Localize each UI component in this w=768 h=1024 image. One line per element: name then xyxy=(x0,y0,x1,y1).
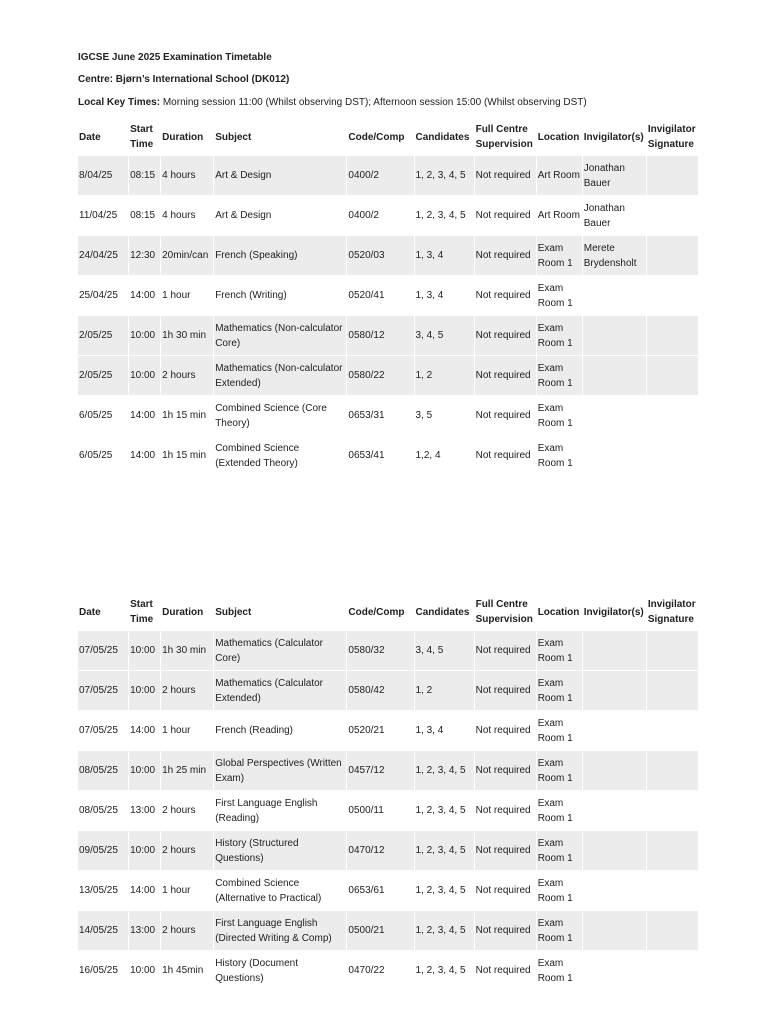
cell-signature[interactable] xyxy=(647,791,698,830)
cell-location: Exam Room 1 xyxy=(537,911,582,950)
cell-subject: French (Reading) xyxy=(215,725,294,736)
cell-location: Exam Room 1 xyxy=(537,236,582,275)
cell-duration: 1h 25 min xyxy=(161,751,213,790)
cell-date: 8/04/25 xyxy=(78,156,128,195)
cell-duration: 2 hours xyxy=(162,805,196,816)
table-row xyxy=(78,911,698,950)
cell-code: 0470/12 xyxy=(347,831,413,870)
cell-supervision: Not required xyxy=(475,911,536,950)
cell-duration: 1h 30 min xyxy=(161,316,213,355)
cell-date: 07/05/25 xyxy=(78,671,128,710)
header-supervision: Full Centre Supervision xyxy=(475,599,533,625)
cell-date: 07/05/25 xyxy=(78,631,128,670)
cell-location: Exam Room 1 xyxy=(537,631,582,670)
cell-candidates: 3, 5 xyxy=(415,410,433,421)
cell-signature[interactable] xyxy=(647,396,698,435)
cell-code: 0457/12 xyxy=(347,751,413,790)
cell-invigilators: Jonathan Bauer xyxy=(583,202,625,229)
cell-invigilators xyxy=(583,436,646,475)
cell-invigilators xyxy=(583,911,646,950)
cell-candidates: 3, 4, 5 xyxy=(415,631,474,670)
cell-supervision: Not required xyxy=(475,210,531,221)
cell-invigilators xyxy=(583,316,646,355)
cell-duration: 4 hours xyxy=(161,156,213,195)
centre-line: Centre: Bjørn’s International School (DK012) xyxy=(78,74,290,85)
cell-invigilators xyxy=(583,831,646,870)
header-invigilators: Invigilator(s) xyxy=(583,131,644,143)
cell-location: Exam Room 1 xyxy=(537,671,582,710)
table-row xyxy=(78,276,698,315)
cell-signature[interactable] xyxy=(647,236,698,275)
cell-invigilators xyxy=(583,791,646,830)
cell-invigilators: Merete Brydensholt xyxy=(583,236,646,275)
table-row xyxy=(78,751,698,790)
cell-invigilators xyxy=(583,951,646,990)
cell-date: 07/05/25 xyxy=(79,725,118,736)
cell-candidates: 1, 2, 3, 4, 5 xyxy=(415,805,466,816)
table-row xyxy=(78,791,698,830)
cell-subject: Mathematics (Calculator Core) xyxy=(214,631,346,670)
cell-duration: 1 hour xyxy=(162,885,191,896)
cell-date: 09/05/25 xyxy=(78,831,128,870)
cell-duration: 4 hours xyxy=(162,210,196,221)
cell-location: Exam Room 1 xyxy=(537,797,573,824)
table-row xyxy=(78,396,698,435)
cell-date: 11/04/25 xyxy=(79,210,118,221)
header-location: Location xyxy=(537,131,580,143)
cell-code: 0520/21 xyxy=(348,725,385,736)
table-row xyxy=(78,356,698,395)
cell-date: 08/05/25 xyxy=(78,751,128,790)
cell-signature[interactable] xyxy=(647,831,698,870)
table-row xyxy=(78,871,698,910)
cell-duration: 1h 30 min xyxy=(161,631,213,670)
cell-location: Exam Room 1 xyxy=(537,442,573,469)
cell-invigilators xyxy=(583,356,646,395)
cell-location: Exam Room 1 xyxy=(537,877,573,904)
cell-duration: 2 hours xyxy=(161,831,213,870)
cell-start-time: 13:00 xyxy=(129,911,160,950)
cell-subject: First Language English (Reading) xyxy=(215,797,318,824)
cell-code: 0400/2 xyxy=(348,210,379,221)
cell-location: Exam Room 1 xyxy=(537,957,573,984)
cell-code: 0653/41 xyxy=(348,450,385,461)
cell-code: 0580/32 xyxy=(347,631,413,670)
cell-start-time: 13:00 xyxy=(130,805,156,816)
cell-candidates: 1, 2 xyxy=(415,356,474,395)
table-header-row xyxy=(78,119,698,155)
cell-code: 0470/22 xyxy=(348,965,385,976)
cell-subject: History (Document Questions) xyxy=(215,957,299,984)
table-row xyxy=(78,671,698,710)
cell-candidates: 1, 2, 3, 4, 5 xyxy=(415,885,466,896)
cell-duration: 20min/can xyxy=(161,236,213,275)
cell-duration: 1h 45min xyxy=(162,965,204,976)
table-row xyxy=(78,236,698,275)
cell-supervision: Not required xyxy=(475,885,531,896)
cell-invigilators xyxy=(583,711,646,750)
cell-duration: 1 hour xyxy=(162,725,191,736)
cell-date: 14/05/25 xyxy=(78,911,128,950)
cell-code: 0400/2 xyxy=(347,156,413,195)
table-row xyxy=(78,196,698,235)
cell-date: 13/05/25 xyxy=(79,885,118,896)
header-signature: Invigilator Signature xyxy=(647,124,696,150)
cell-start-time: 14:00 xyxy=(130,290,156,301)
header-code: Code/Comp xyxy=(348,131,405,143)
cell-invigilators xyxy=(583,396,646,435)
table-header-row xyxy=(78,594,698,630)
cell-start-time: 12:30 xyxy=(129,236,160,275)
key-times-line xyxy=(78,97,587,109)
cell-duration: 2 hours xyxy=(161,671,213,710)
cell-subject: Combined Science (Extended Theory) xyxy=(215,442,300,469)
header-subject: Subject xyxy=(215,131,252,143)
cell-start-time: 14:00 xyxy=(130,725,156,736)
cell-start-time: 10:00 xyxy=(130,965,156,976)
table-row xyxy=(78,436,698,475)
cell-subject: Mathematics (Non-calculator Core) xyxy=(214,316,346,355)
cell-location: Exam Room 1 xyxy=(537,717,573,744)
cell-signature[interactable] xyxy=(647,631,698,670)
header-duration: Duration xyxy=(162,131,204,143)
cell-location: Exam Room 1 xyxy=(537,316,582,355)
cell-location: Exam Room 1 xyxy=(537,282,573,309)
cell-candidates: 1, 3, 4 xyxy=(415,236,474,275)
cell-signature[interactable] xyxy=(647,356,698,395)
cell-supervision: Not required xyxy=(475,236,536,275)
table-row xyxy=(78,831,698,870)
header-start-time: Start Time xyxy=(130,599,154,625)
cell-candidates: 1, 2, 3, 4, 5 xyxy=(415,156,474,195)
cell-duration: 2 hours xyxy=(161,911,213,950)
cell-subject: Art & Design xyxy=(214,156,346,195)
cell-location: Exam Room 1 xyxy=(537,402,573,429)
cell-candidates: 1, 2, 3, 4, 5 xyxy=(415,210,466,221)
timetable-table-1 xyxy=(77,118,699,476)
cell-subject: French (Speaking) xyxy=(214,236,346,275)
cell-date: 25/04/25 xyxy=(79,290,118,301)
cell-supervision: Not required xyxy=(475,410,531,421)
cell-subject: Combined Science (Alternative to Practical) xyxy=(215,877,322,904)
header-subject: Subject xyxy=(215,606,252,618)
cell-candidates: 1, 2, 3, 4, 5 xyxy=(415,911,474,950)
cell-location: Art Room xyxy=(537,210,580,221)
table-row xyxy=(78,631,698,670)
cell-date: 16/05/25 xyxy=(79,965,118,976)
cell-start-time: 10:00 xyxy=(129,831,160,870)
cell-supervision: Not required xyxy=(475,831,536,870)
cell-supervision: Not required xyxy=(475,356,536,395)
cell-candidates: 1, 2, 3, 4, 5 xyxy=(415,965,466,976)
header-candidates: Candidates xyxy=(415,606,470,618)
cell-code: 0580/12 xyxy=(347,316,413,355)
cell-signature[interactable] xyxy=(647,711,698,750)
cell-supervision: Not required xyxy=(475,671,536,710)
cell-date: 2/05/25 xyxy=(78,356,128,395)
key-times-label: Local Key Times: xyxy=(78,97,161,108)
cell-location: Exam Room 1 xyxy=(537,356,582,395)
cell-signature[interactable] xyxy=(647,911,698,950)
cell-subject: History (Structured Questions) xyxy=(214,831,346,870)
cell-code: 0580/42 xyxy=(347,671,413,710)
cell-signature[interactable] xyxy=(647,436,698,475)
cell-duration: 1h 15 min xyxy=(162,410,207,421)
cell-start-time: 10:00 xyxy=(129,316,160,355)
table-row xyxy=(78,156,698,195)
cell-start-time: 10:00 xyxy=(129,751,160,790)
table-row xyxy=(78,951,698,990)
cell-code: 0580/22 xyxy=(347,356,413,395)
header-candidates: Candidates xyxy=(415,131,470,143)
cell-subject: Art & Design xyxy=(215,210,272,221)
cell-subject: French (Writing) xyxy=(215,290,287,301)
cell-supervision: Not required xyxy=(475,290,531,301)
header-start-time: Start Time xyxy=(130,124,154,150)
cell-invigilators xyxy=(583,751,646,790)
cell-date: 6/05/25 xyxy=(79,410,113,421)
header-signature: Invigilator Signature xyxy=(647,599,696,625)
cell-start-time: 08:15 xyxy=(130,210,156,221)
cell-duration: 2 hours xyxy=(161,356,213,395)
table-row xyxy=(78,316,698,355)
cell-location: Exam Room 1 xyxy=(537,751,582,790)
cell-date: 08/05/25 xyxy=(79,805,118,816)
cell-signature[interactable] xyxy=(647,196,698,235)
header-supervision: Full Centre Supervision xyxy=(475,124,533,150)
cell-candidates: 1, 2, 3, 4, 5 xyxy=(415,831,474,870)
cell-supervision: Not required xyxy=(475,316,536,355)
table-row xyxy=(78,711,698,750)
cell-invigilators xyxy=(583,671,646,710)
cell-supervision: Not required xyxy=(475,725,531,736)
document-title: IGCSE June 2025 Examination Timetable xyxy=(78,52,272,63)
cell-start-time: 10:00 xyxy=(129,356,160,395)
cell-date: 24/04/25 xyxy=(78,236,128,275)
cell-supervision: Not required xyxy=(475,751,536,790)
cell-code: 0520/03 xyxy=(347,236,413,275)
cell-candidates: 1, 3, 4 xyxy=(415,290,444,301)
cell-date: 6/05/25 xyxy=(79,450,113,461)
cell-start-time: 14:00 xyxy=(130,410,156,421)
cell-code: 0500/11 xyxy=(348,805,384,816)
cell-signature[interactable] xyxy=(647,671,698,710)
header-date: Date xyxy=(79,606,101,618)
cell-location: Art Room xyxy=(537,156,582,195)
cell-signature[interactable] xyxy=(647,871,698,910)
cell-duration: 1 hour xyxy=(162,290,191,301)
timetable-table-2 xyxy=(77,593,699,991)
cell-signature[interactable] xyxy=(647,156,698,195)
cell-start-time: 10:00 xyxy=(129,631,160,670)
cell-start-time: 14:00 xyxy=(130,450,156,461)
cell-supervision: Not required xyxy=(475,631,536,670)
header-duration: Duration xyxy=(162,606,204,618)
cell-subject: Combined Science (Core Theory) xyxy=(215,402,327,429)
cell-supervision: Not required xyxy=(475,965,531,976)
cell-date: 2/05/25 xyxy=(78,316,128,355)
cell-signature[interactable] xyxy=(647,316,698,355)
cell-signature[interactable] xyxy=(647,951,698,990)
cell-code: 0500/21 xyxy=(347,911,413,950)
cell-supervision: Not required xyxy=(475,450,531,461)
cell-code: 0653/61 xyxy=(348,885,385,896)
cell-candidates: 3, 4, 5 xyxy=(415,316,474,355)
cell-invigilators: Jonathan Bauer xyxy=(583,156,646,195)
cell-supervision: Not required xyxy=(475,805,531,816)
cell-duration: 1h 15 min xyxy=(162,450,207,461)
cell-code: 0653/31 xyxy=(348,410,385,421)
key-times-text: Morning session 11:00 (Whilst observing DST); Afternoon session 15:00 (Whilst observing DST) xyxy=(160,97,587,108)
header-invigilators: Invigilator(s) xyxy=(583,606,644,618)
cell-start-time: 10:00 xyxy=(129,671,160,710)
cell-subject: Mathematics (Calculator Extended) xyxy=(214,671,346,710)
cell-start-time: 08:15 xyxy=(129,156,160,195)
cell-code: 0520/41 xyxy=(348,290,385,301)
header-location: Location xyxy=(537,606,580,618)
cell-invigilators xyxy=(583,871,646,910)
cell-signature[interactable] xyxy=(647,276,698,315)
cell-invigilators xyxy=(583,276,646,315)
cell-candidates: 1,2, 4 xyxy=(415,450,441,461)
cell-subject: Global Perspectives (Written Exam) xyxy=(214,751,346,790)
cell-start-time: 14:00 xyxy=(130,885,156,896)
cell-subject: Mathematics (Non-calculator Extended) xyxy=(214,356,346,395)
cell-invigilators xyxy=(583,631,646,670)
cell-candidates: 1, 2, 3, 4, 5 xyxy=(415,751,474,790)
cell-signature[interactable] xyxy=(647,751,698,790)
header-code: Code/Comp xyxy=(348,606,405,618)
cell-subject: First Language English (Directed Writing & Comp) xyxy=(214,911,346,950)
header-date: Date xyxy=(79,131,101,143)
cell-candidates: 1, 2 xyxy=(415,671,474,710)
cell-supervision: Not required xyxy=(475,156,536,195)
cell-candidates: 1, 3, 4 xyxy=(415,725,444,736)
cell-location: Exam Room 1 xyxy=(537,831,582,870)
